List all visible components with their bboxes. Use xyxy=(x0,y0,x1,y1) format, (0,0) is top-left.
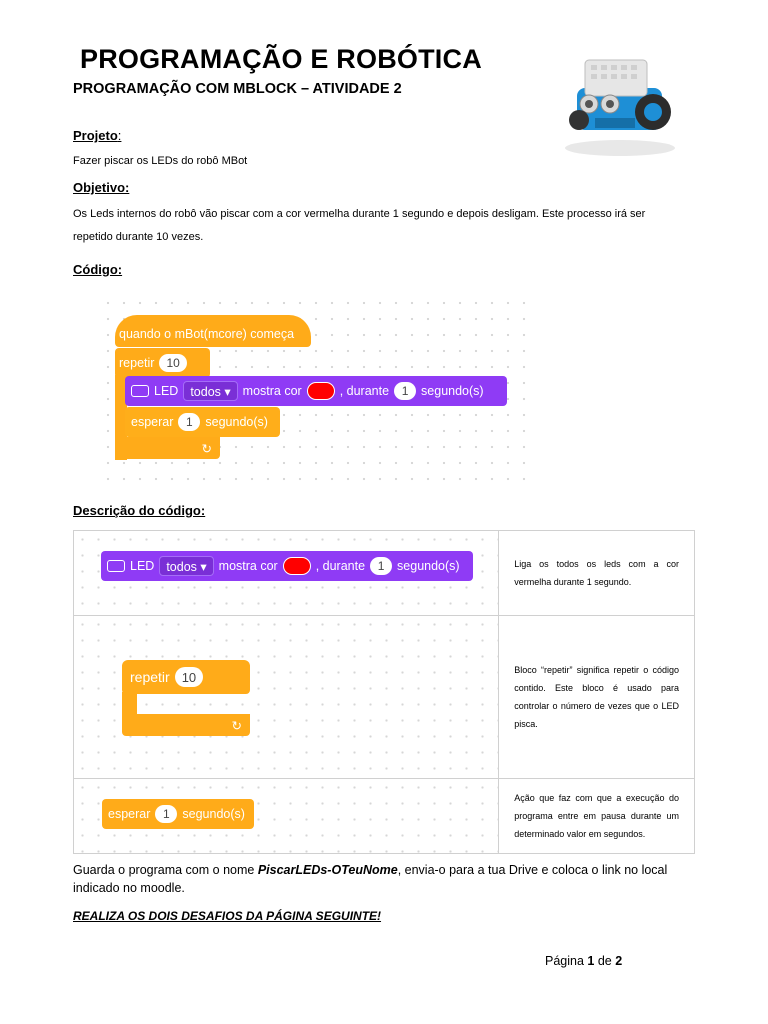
page-title: PROGRAMAÇÃO E ROBÓTICA xyxy=(80,44,482,74)
objetivo-text-line1: Os Leds internos do robô vão piscar com a cor vermelha durante 1 segundo e depois desligam. Este processo irá ser xyxy=(73,208,646,220)
loop-arrow-icon: ↻ xyxy=(201,441,212,456)
description-text: Liga os todos os leds com a cor vermelha durante 1 segundo. xyxy=(514,559,679,587)
led-show-color-block-example xyxy=(101,551,473,581)
challenge-notice: REALIZA OS DOIS DESAFIOS DA PÁGINA SEGUINTE! xyxy=(73,909,382,923)
description-block-cell xyxy=(74,779,499,854)
page-current: 1 xyxy=(587,954,595,968)
save-instructions-text: Guarda o programa com o nome xyxy=(73,863,258,877)
led-during-label: , durante xyxy=(315,559,366,573)
led-duration-input[interactable]: 1 xyxy=(370,557,392,575)
code-description-table xyxy=(73,530,695,854)
page-number xyxy=(545,954,622,968)
wait-unit-label: segundo(s) xyxy=(182,807,245,821)
repeat-block xyxy=(115,348,210,378)
table-row xyxy=(74,779,695,854)
page-total: 2 xyxy=(615,954,623,968)
robot-icon xyxy=(107,560,125,572)
repeat-count-input[interactable]: 10 xyxy=(175,667,203,687)
description-block-cell xyxy=(74,531,499,616)
hat-block-label: quando o mBot(mcore) começa xyxy=(119,327,295,341)
repeat-block-foot xyxy=(122,714,250,736)
table-row xyxy=(74,616,695,779)
projeto-label: Projeto: xyxy=(73,128,122,143)
projeto-text: Fazer piscar os LEDs do robô MBot xyxy=(73,155,248,167)
repeat-label: repetir xyxy=(119,356,155,370)
led-target-dropdown[interactable]: todos ▾ xyxy=(183,381,237,401)
description-text-cell xyxy=(499,616,695,779)
objetivo-text-line2: repetido durante 10 vezes. xyxy=(73,231,204,243)
led-label: LED xyxy=(130,559,155,573)
description-text: Ação que faz com que a execução do programa entre em pausa durante um determinado valor em segundos. xyxy=(514,793,679,839)
wait-block-example xyxy=(102,799,254,829)
wait-block xyxy=(125,407,280,437)
page-label: Página xyxy=(545,954,588,968)
page-of: de xyxy=(594,954,616,968)
mbot-robot-image xyxy=(555,40,685,160)
repeat-block-example xyxy=(122,660,250,694)
wait-duration-input[interactable]: 1 xyxy=(178,413,200,431)
projeto-colon: : xyxy=(117,128,122,143)
led-color-swatch[interactable] xyxy=(307,382,335,400)
repeat-label: repetir xyxy=(130,669,170,685)
wait-unit-label: segundo(s) xyxy=(205,415,268,429)
save-instructions-line1 xyxy=(73,863,667,877)
save-instructions-text-tail: , envia-o para a tua Drive e coloca o link no local xyxy=(397,863,668,877)
led-color-swatch[interactable] xyxy=(283,557,311,575)
repeat-count-input[interactable]: 10 xyxy=(159,354,186,372)
led-show-color-block xyxy=(125,376,507,406)
code-workspace xyxy=(100,295,530,485)
codigo-label: Código: xyxy=(73,262,123,277)
loop-arrow-icon: ↻ xyxy=(231,718,242,733)
led-unit-label: segundo(s) xyxy=(421,384,484,398)
led-label: LED xyxy=(154,384,179,398)
led-show-label: mostra cor xyxy=(242,384,302,398)
led-show-label: mostra cor xyxy=(218,559,278,573)
program-file-name: PiscarLEDs-OTeuNome xyxy=(257,863,398,877)
description-text: Bloco “repetir” significa repetir o código contido. Este bloco é usado para controlar o número de vezes que o LED pisca. xyxy=(514,665,679,729)
led-target-dropdown[interactable]: todos ▾ xyxy=(159,556,213,576)
objetivo-label: Objetivo: xyxy=(73,180,130,195)
wait-duration-input[interactable]: 1 xyxy=(155,805,177,823)
table-row xyxy=(74,531,695,616)
led-duration-input[interactable]: 1 xyxy=(394,382,416,400)
wait-label: esperar xyxy=(131,415,174,429)
wait-label: esperar xyxy=(108,807,151,821)
description-text-cell xyxy=(499,531,695,616)
robot-icon xyxy=(131,385,149,397)
description-text-cell xyxy=(499,779,695,854)
hat-block-when-mbot-starts xyxy=(115,315,311,347)
repeat-block-foot xyxy=(115,437,220,459)
descricao-label: Descrição do código: xyxy=(73,503,206,518)
description-block-cell xyxy=(74,616,499,779)
led-during-label: , durante xyxy=(339,384,390,398)
save-instructions-line2: indicado no moodle. xyxy=(73,881,185,895)
led-unit-label: segundo(s) xyxy=(397,559,460,573)
page-subtitle: PROGRAMAÇÃO COM MBLOCK – ATIVIDADE 2 xyxy=(73,81,402,97)
